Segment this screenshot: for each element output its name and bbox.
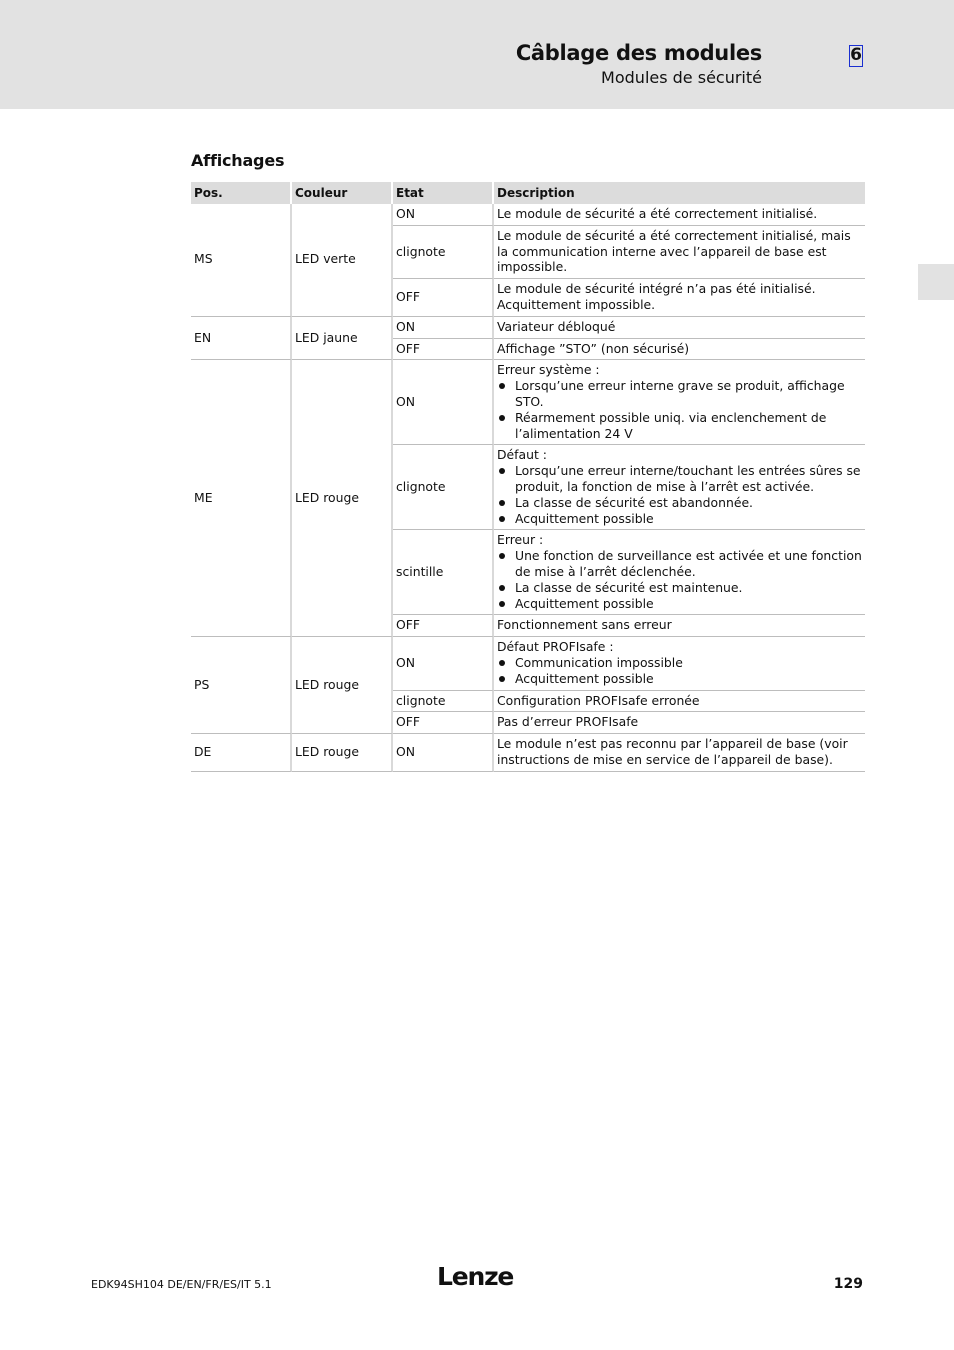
list-item: Une fonction de surveillance est activée et une fonction de mise à l’arrêt déclenchée. <box>497 548 862 580</box>
cell-color: LED verte <box>292 204 393 317</box>
col-header-state: Etat <box>393 182 494 204</box>
list-item: Réarmement possible uniq. via enclenchement de l’alimentation 24 V <box>497 410 862 442</box>
list-item: La classe de sécurité est maintenue. <box>497 580 862 596</box>
page-number: 129 <box>833 1276 863 1292</box>
cell-color: LED rouge <box>292 360 393 637</box>
chapter-title: Câblage des modules <box>515 41 762 65</box>
cell-state: clignote <box>393 691 494 713</box>
table-body <box>191 204 865 772</box>
header-band <box>0 0 954 109</box>
cell-pos: PS <box>191 637 292 734</box>
description-bullet-list <box>497 463 862 526</box>
cell-description <box>494 734 865 772</box>
list-item: Acquittement possible <box>497 596 862 612</box>
chapter-number-badge[interactable]: 6 <box>850 45 862 65</box>
col-header-description: Description <box>494 182 865 204</box>
list-item: Acquittement possible <box>497 511 862 527</box>
description-bullet-list <box>497 378 862 441</box>
description-text: Pas d’erreur PROFIsafe <box>497 714 639 730</box>
cell-state: clignote <box>393 445 494 530</box>
description-text: Défaut : <box>497 447 547 463</box>
cell-description <box>494 226 865 279</box>
chapter-side-tab <box>918 264 954 300</box>
lenze-logo: Lenze <box>437 1262 514 1291</box>
cell-pos: MS <box>191 204 292 317</box>
cell-pos: DE <box>191 734 292 772</box>
description-text: Configuration PROFIsafe erronée <box>497 692 700 708</box>
cell-state: OFF <box>393 279 494 317</box>
description-bullet-list <box>497 548 862 611</box>
cell-state: ON <box>393 317 494 339</box>
cell-state: clignote <box>393 226 494 279</box>
cell-state: ON <box>393 734 494 772</box>
cell-description <box>494 317 865 339</box>
description-text: Le module de sécurité a été correctement initialisé. <box>497 206 818 221</box>
section-title: Affichages <box>191 151 285 170</box>
cell-description <box>494 204 865 226</box>
list-item: Acquittement possible <box>497 671 862 687</box>
table-row <box>191 637 865 690</box>
cell-color: LED rouge <box>292 734 393 772</box>
description-text: Fonctionnement sans erreur <box>497 617 672 633</box>
cell-color: LED jaune <box>292 317 393 361</box>
list-item: La classe de sécurité est abandonnée. <box>497 495 862 511</box>
table-header-row <box>191 182 865 204</box>
cell-state: ON <box>393 204 494 226</box>
cell-description <box>494 691 865 713</box>
cell-description <box>494 360 865 445</box>
table-row <box>191 317 865 339</box>
led-status-table <box>191 182 865 772</box>
description-text: Le module de sécurité intégré n’a pas été initialisé. Acquittement impossible. <box>497 281 816 312</box>
description-text: Le module de sécurité a été correctement initialisé, mais la communication interne avec l’appareil de base est impossible. <box>497 227 851 275</box>
cell-description <box>494 339 865 361</box>
cell-state: OFF <box>393 339 494 361</box>
col-header-color: Couleur <box>292 182 393 204</box>
description-text: Affichage ”STO” (non sécurisé) <box>497 340 690 356</box>
list-item: Communication impossible <box>497 655 862 671</box>
cell-description <box>494 615 865 637</box>
col-header-pos: Pos. <box>191 182 292 204</box>
description-text: Défaut PROFIsafe : <box>497 639 614 655</box>
cell-color: LED rouge <box>292 637 393 734</box>
cell-description <box>494 445 865 530</box>
list-item: Lorsqu’une erreur interne/touchant les entrées sûres se produit, la fonction de mise à l’arrêt est activée. <box>497 463 862 495</box>
cell-pos: EN <box>191 317 292 361</box>
cell-state: OFF <box>393 712 494 734</box>
cell-state: ON <box>393 360 494 445</box>
cell-description <box>494 712 865 734</box>
chapter-subtitle: Modules de sécurité <box>601 68 762 87</box>
table-row <box>191 360 865 445</box>
description-text: Erreur système : <box>497 362 600 378</box>
cell-state: ON <box>393 637 494 690</box>
description-text: Le module n’est pas reconnu par l’appareil de base (voir instructions de mise en service de l’appareil de base). <box>497 736 848 767</box>
table-row <box>191 734 865 772</box>
list-item: Lorsqu’une erreur interne grave se produit, affichage STO. <box>497 378 862 410</box>
cell-description <box>494 530 865 615</box>
footer-doc-id: EDK94SH104 DE/EN/FR/ES/IT 5.1 <box>91 1278 272 1291</box>
description-bullet-list <box>497 655 862 687</box>
description-text: Variateur débloqué <box>497 318 616 334</box>
cell-state: OFF <box>393 615 494 637</box>
table-row <box>191 204 865 226</box>
description-text: Erreur : <box>497 532 544 548</box>
cell-state: scintille <box>393 530 494 615</box>
cell-description <box>494 279 865 317</box>
cell-description <box>494 637 865 690</box>
cell-pos: ME <box>191 360 292 637</box>
